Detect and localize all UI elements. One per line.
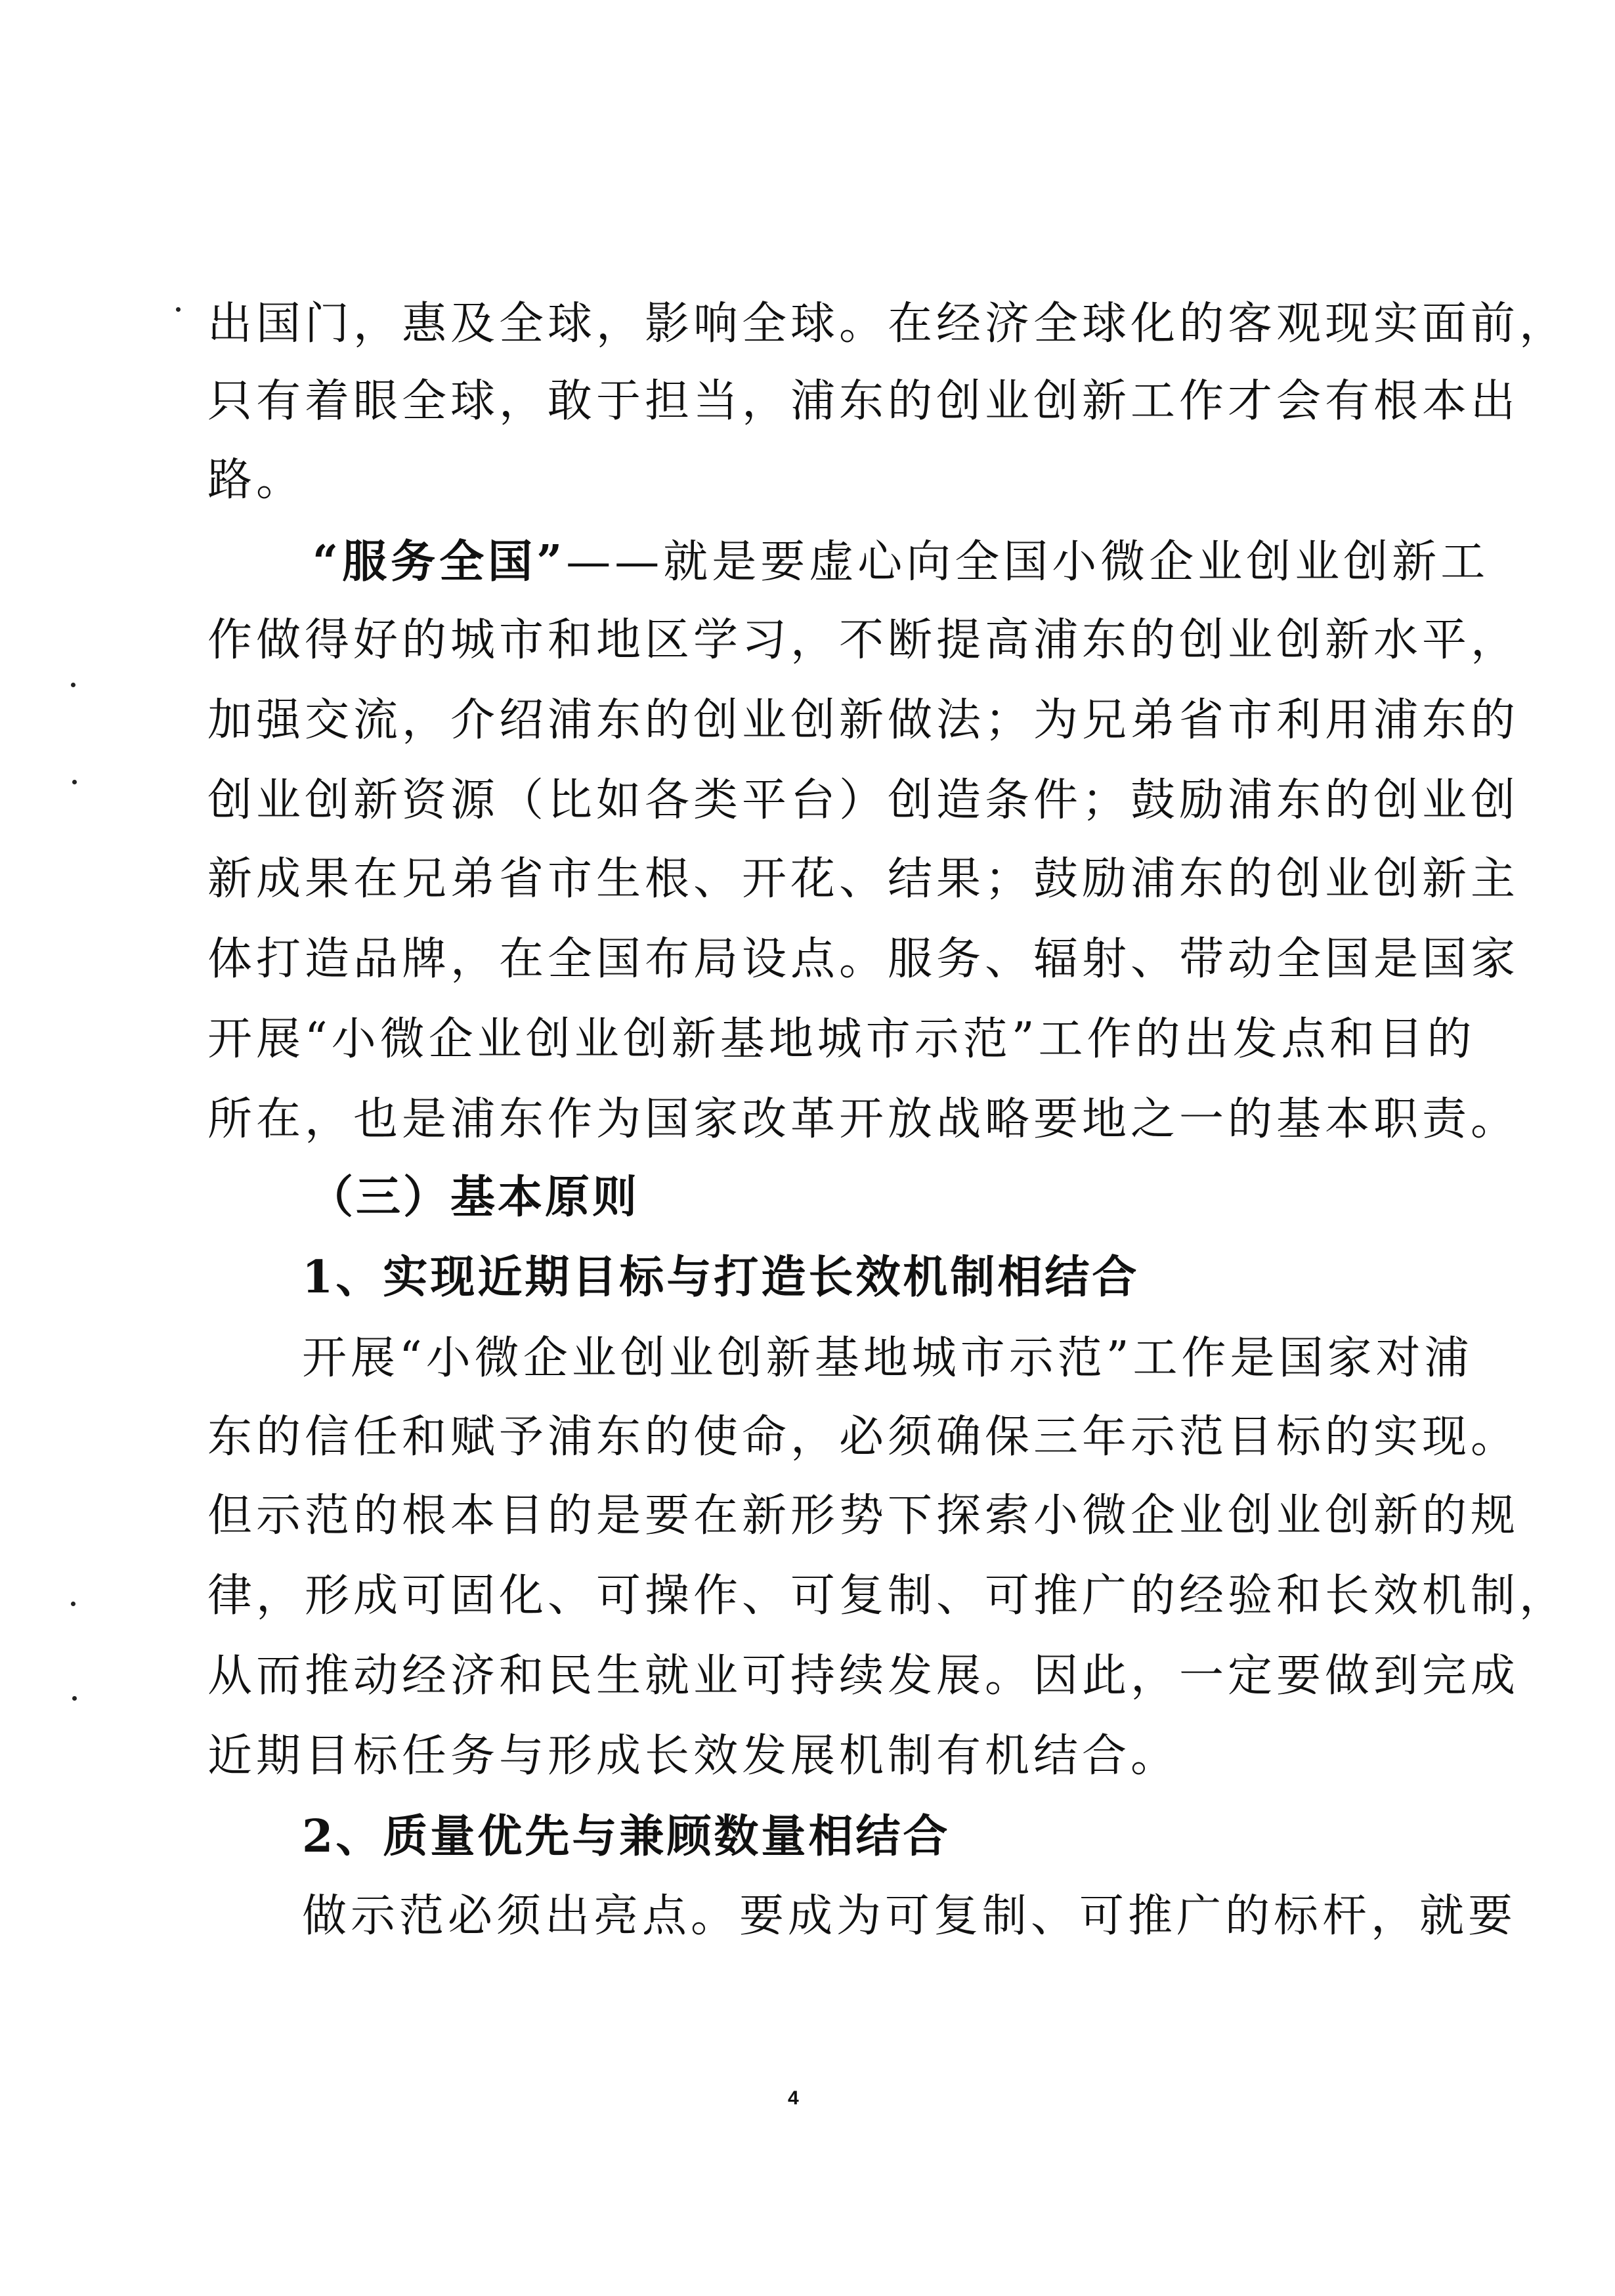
paragraph-line: 做示范必须出亮点。要成为可复制、可推广的标杆，就要	[302, 1890, 1517, 1942]
paragraph-line: 作做得好的城市和地区学习，不断提高浦东的创业创新水平，	[207, 614, 1520, 666]
paragraph-line: 路。	[207, 454, 305, 506]
paragraph-line: 体打造品牌，在全国布局设点。服务、辐射、带动全国是国家	[207, 933, 1520, 985]
paragraph-line: 加强交流，介绍浦东的创业创新做法；为兄弟省市利用浦东的	[207, 694, 1520, 746]
paragraph-line: 所在，也是浦东作为国家改革开放战略要地之一的基本职责。	[207, 1094, 1520, 1145]
scan-mark	[71, 683, 75, 687]
paragraph-text: ——就是要虚心向全国小微企业创业创新工	[566, 536, 1490, 588]
subsection-heading: 2、质量优先与兼顾数量相结合	[302, 1810, 951, 1863]
paragraph-line: 但示范的根本目的是要在新形势下探索小微企业创业创新的规	[207, 1490, 1520, 1542]
scan-mark	[71, 1602, 75, 1606]
paragraph-line: 律，形成可固化、可操作、可复制、可推广的经验和长效机制，	[207, 1570, 1568, 1622]
paragraph-line: 近期目标任务与形成长效发展机制有机结合。	[207, 1730, 1180, 1782]
paragraph-line: 新成果在兄弟省市生根、开花、结果；鼓励浦东的创业创新主	[207, 853, 1520, 905]
subsection-heading: 1、实现近期目标与打造长效机制相结合	[302, 1251, 1140, 1304]
scan-mark	[72, 780, 77, 784]
paragraph-line: 出国门，惠及全球，影响全球。在经济全球化的客观现实面前，	[207, 298, 1568, 350]
scan-mark	[176, 307, 181, 312]
section-heading: （三）基本原则	[309, 1171, 640, 1223]
scan-mark	[72, 1696, 77, 1701]
paragraph-line: 从而推动经济和民生就业可持续发展。因此，一定要做到完成	[207, 1650, 1520, 1702]
paragraph-line: 开展“小微企业创业创新基地城市示范”工作的出发点和目的	[207, 1013, 1476, 1065]
paragraph-line: 创业创新资源（比如各类平台）创造条件；鼓励浦东的创业创	[207, 775, 1520, 826]
page-number: 4	[788, 2087, 799, 2109]
paragraph-line-serve-nation	[312, 536, 1490, 588]
bold-lead-phrase: “服务全国”	[312, 536, 567, 588]
paragraph-line: 只有着眼全球，敢于担当，浦东的创业创新工作才会有根本出	[207, 375, 1520, 427]
paragraph-line: 开展“小微企业创业创新基地城市示范”工作是国家对浦	[302, 1332, 1473, 1384]
paragraph-line: 东的信任和赋予浦东的使命，必须确保三年示范目标的实现。	[207, 1411, 1520, 1463]
